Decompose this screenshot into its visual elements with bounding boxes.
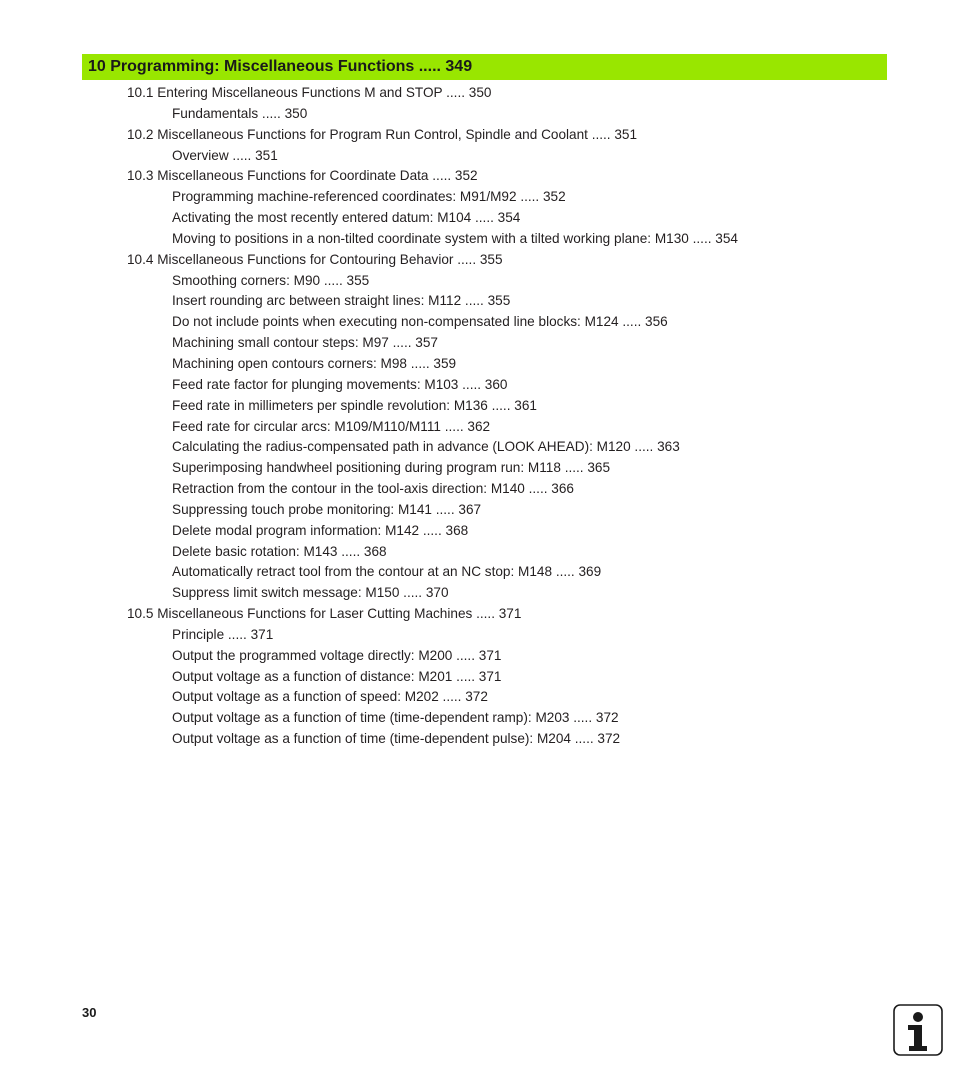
toc-section-entry[interactable]: 10.2 Miscellaneous Functions for Program Run Control, Spindle and Coolant ..... 351 — [127, 126, 638, 142]
toc-subsection-entry[interactable]: Moving to positions in a non-tilted coordinate system with a tilted working plane: M130 ..... 354 — [172, 230, 738, 246]
chapter-title[interactable]: 10 Programming: Miscellaneous Functions ..... 349 — [88, 58, 473, 75]
info-icon — [893, 1004, 943, 1056]
toc-subsection-entry[interactable]: Output voltage as a function of speed: M202 ..... 372 — [172, 689, 488, 705]
toc-subsection-entry[interactable]: Output voltage as a function of distance: M201 ..... 371 — [172, 668, 502, 684]
toc-subsection-entry[interactable]: Feed rate for circular arcs: M109/M110/M111 ..... 362 — [172, 418, 491, 434]
toc-section-entry[interactable]: 10.4 Miscellaneous Functions for Contouring Behavior ..... 355 — [127, 251, 503, 267]
toc-subsection-entry[interactable]: Machining small contour steps: M97 ..... 357 — [172, 335, 438, 351]
toc-subsection-entry[interactable]: Principle ..... 371 — [172, 626, 274, 642]
toc-subsection-entry[interactable]: Calculating the radius-compensated path in advance (LOOK AHEAD): M120 ..... 363 — [172, 439, 680, 455]
toc-subsection-entry[interactable]: Do not include points when executing non-compensated line blocks: M124 ..... 356 — [172, 314, 668, 330]
page-number: 30 — [82, 1005, 97, 1020]
toc-subsection-entry[interactable]: Suppress limit switch message: M150 ..... 370 — [172, 585, 449, 601]
chapter-header-bar — [82, 54, 887, 80]
toc-subsection-entry[interactable]: Feed rate factor for plunging movements: M103 ..... 360 — [172, 376, 508, 392]
toc-subsection-entry[interactable]: Output the programmed voltage directly: M200 ..... 371 — [172, 647, 502, 663]
toc-subsection-entry[interactable]: Automatically retract tool from the contour at an NC stop: M148 ..... 369 — [172, 564, 602, 580]
toc-subsection-entry[interactable]: Programming machine-referenced coordinates: M91/M92 ..... 352 — [172, 189, 566, 205]
toc-subsection-entry[interactable]: Output voltage as a function of time (time-dependent pulse): M204 ..... 372 — [172, 731, 621, 747]
toc-subsection-entry[interactable]: Suppressing touch probe monitoring: M141 ..... 367 — [172, 501, 482, 517]
toc-subsection-entry[interactable]: Output voltage as a function of time (time-dependent ramp): M203 ..... 372 — [172, 710, 619, 726]
toc-subsection-entry[interactable]: Machining open contours corners: M98 ..... 359 — [172, 355, 457, 371]
toc-section-entry[interactable]: 10.3 Miscellaneous Functions for Coordinate Data ..... 352 — [127, 168, 478, 184]
table-of-contents — [0, 83, 954, 750]
toc-section-entry[interactable]: 10.1 Entering Miscellaneous Functions M and STOP ..... 350 — [127, 85, 492, 100]
toc-subsection-entry[interactable]: Retraction from the contour in the tool-axis direction: M140 ..... 366 — [172, 481, 574, 497]
toc-subsection-entry[interactable]: Insert rounding arc between straight lines: M112 ..... 355 — [172, 293, 511, 309]
toc-subsection-entry[interactable]: Activating the most recently entered datum: M104 ..... 354 — [172, 210, 521, 226]
toc-subsection-entry[interactable]: Delete modal program information: M142 ..... 368 — [172, 522, 469, 538]
toc-subsection-entry[interactable]: Fundamentals ..... 350 — [172, 105, 308, 121]
toc-subsection-entry[interactable]: Delete basic rotation: M143 ..... 368 — [172, 543, 387, 559]
toc-subsection-entry[interactable]: Superimposing handwheel positioning during program run: M118 ..... 365 — [172, 460, 611, 476]
toc-subsection-entry[interactable]: Smoothing corners: M90 ..... 355 — [172, 272, 370, 288]
toc-subsection-entry[interactable]: Overview ..... 351 — [172, 147, 278, 163]
toc-subsection-entry[interactable]: Feed rate in millimeters per spindle revolution: M136 ..... 361 — [172, 397, 537, 413]
toc-section-entry[interactable]: 10.5 Miscellaneous Functions for Laser Cutting Machines ..... 371 — [127, 606, 522, 622]
